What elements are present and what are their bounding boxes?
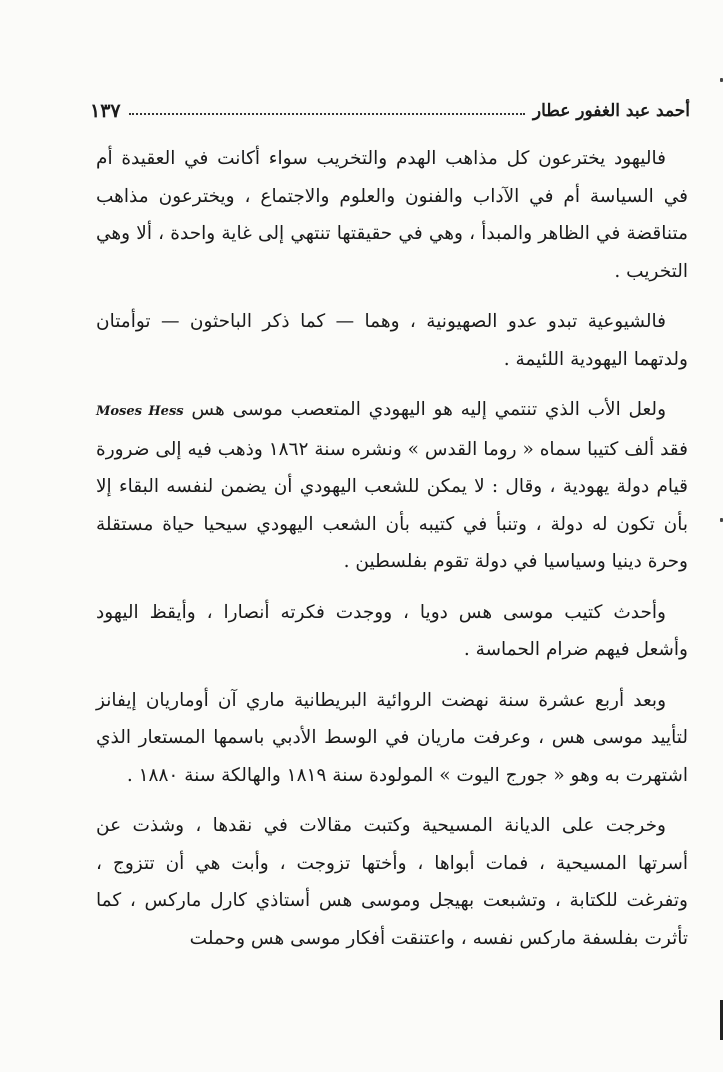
- paragraph-5: وبعد أربع عشرة سنة نهضت الروائية البريطانية ماري آن أوماريان إيفانز لتأييد موسى هس ، وعرفت ماريان في الوسط الأدبي باسمها المستعار الذي اشتهرت به وهو « جورج اليوت » المولودة سنة ١٨١٩ والهالكة سنة ١٨٨٠ .: [96, 689, 688, 786]
- paragraph-3-text-after: فقد ألف كتيبا سماه « روما القدس » ونشره سنة ١٨٦٢ وذهب فيه إلى ضرورة قيام دولة يهودية ، وقال : لا يمكن للشعب اليهودي أن يضمن لنفسه البقاء إلا بأن تكون له دولة ، وتنبأ في كتيبه بأن الشعب اليهودي سيحيا حياة مستقلة وحرة دينيا وسياسيا في دولة تقوم بفلسطين .: [96, 438, 688, 572]
- paragraph-4: وأحدث كتيب موسى هس دويا ، ووجدت فكرته أنصارا ، وأيقظ اليهود وأشعل فيهم ضرام الحماسة .: [96, 601, 688, 660]
- page-number: ١٣٧: [90, 100, 121, 122]
- paragraph-2: فالشيوعية تبدو عدو الصهيونية ، وهما — كما ذكر الباحثون — توأمتان ولدتهما اليهودية اللئيمة .: [96, 311, 688, 370]
- dotted-leader: [129, 113, 525, 115]
- paragraph-3-text-before: ولعل الأب الذي تنتمي إليه هو اليهودي المتعصب موسى هس: [191, 399, 667, 420]
- paragraph-6: وخرجت على الديانة المسيحية وكتبت مقالات في نقدها ، وشذت عن أسرتها المسيحية ، فمات أبواها ، وأختها تزوجت ، وأبت هي أن تتزوج ، وتفرغت للكتابة ، وتشبعت بهيجل وموسى هس أستاذي كارل ماركس ، كما تأثرت بفلسفة ماركس نفسه ، واعتنقت أفكار موسى هس وحملت: [96, 815, 688, 949]
- paragraph-1: فاليهود يخترعون كل مذاهب الهدم والتخريب سواء أكانت في العقيدة أم في السياسة أم في الآداب والفنون والعلوم والاجتماع ، ويخترعون مذاهب متناقضة في الظاهر والمبدأ ، وهي في حقيقتها تنتهي إلى غاية واحدة ، ألا وهي التخريب .: [96, 148, 688, 282]
- foreign-name-moses-hess: Moses Hess: [96, 404, 184, 419]
- running-head-author: أحمد عبد الغفور عطار: [532, 101, 690, 121]
- body-text: [96, 140, 688, 970]
- paragraph-3: [96, 391, 688, 581]
- page-header: [90, 96, 690, 126]
